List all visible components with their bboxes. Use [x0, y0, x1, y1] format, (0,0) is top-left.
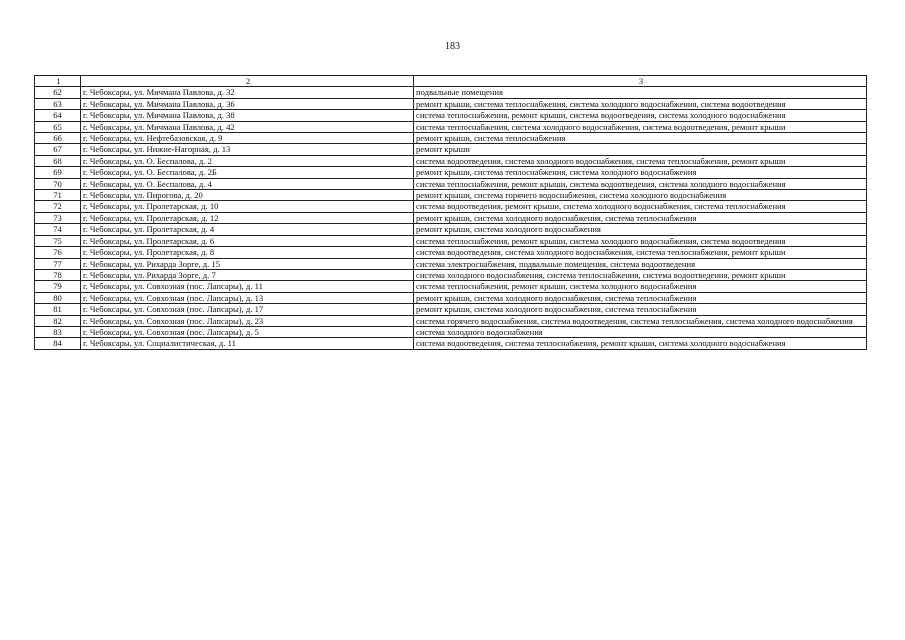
row-number-cell: 84 — [35, 338, 81, 349]
table-header-row — [35, 76, 867, 87]
row-number-cell: 67 — [35, 144, 81, 155]
address-cell: г. Чебоксары, ул. Нефтебазовская, д. 9 — [81, 133, 414, 144]
works-cell: ремонт крыши, система теплоснабжения — [414, 133, 867, 144]
address-cell: г. Чебоксары, ул. О. Беспалова, д. 2Б — [81, 167, 414, 178]
row-number-cell: 71 — [35, 190, 81, 201]
address-cell: г. Чебоксары, ул. Рихарда Зорге, д. 15 — [81, 258, 414, 269]
row-number-cell: 75 — [35, 235, 81, 246]
table-row — [35, 269, 867, 280]
address-cell: г. Чебоксары, ул. Пирогова, д. 20 — [81, 190, 414, 201]
row-number-cell: 64 — [35, 110, 81, 121]
address-cell: г. Чебоксары, ул. Пролетарская, д. 6 — [81, 235, 414, 246]
address-cell: г. Чебоксары, ул. Рихарда Зорге, д. 7 — [81, 269, 414, 280]
row-number-cell: 82 — [35, 315, 81, 326]
row-number-cell: 69 — [35, 167, 81, 178]
table-row — [35, 315, 867, 326]
works-cell: система водоотведения, система теплоснабжения, ремонт крыши, система холодного водоснабжения — [414, 338, 867, 349]
works-cell: система водоотведения, система холодного водоснабжения, система теплоснабжения, ремонт крыши — [414, 247, 867, 258]
works-cell: система теплоснабжения, система холодного водоснабжения, система водоотведения, ремонт крыши — [414, 121, 867, 132]
table-row — [35, 121, 867, 132]
works-cell: ремонт крыши — [414, 144, 867, 155]
address-cell: г. Чебоксары, ул. Нижне-Нагорная, д. 13 — [81, 144, 414, 155]
page-number: 183 — [445, 41, 460, 52]
works-cell: ремонт крыши, система горячего водоснабжения, система холодного водоснабжения — [414, 190, 867, 201]
works-cell: система теплоснабжения, ремонт крыши, система водоотведения, система холодного водоснабжения — [414, 178, 867, 189]
row-number-cell: 63 — [35, 98, 81, 109]
table-row — [35, 155, 867, 166]
works-cell: ремонт крыши, система теплоснабжения, система холодного водоснабжения, система водоотведения — [414, 98, 867, 109]
works-cell: ремонт крыши, система теплоснабжения, система холодного водоснабжения — [414, 167, 867, 178]
table-row — [35, 98, 867, 109]
column-header-works: 3 — [414, 76, 867, 87]
table-row — [35, 178, 867, 189]
table-row — [35, 235, 867, 246]
column-header-number: 1 — [35, 76, 81, 87]
table-row — [35, 292, 867, 303]
table-row — [35, 326, 867, 337]
works-cell: система теплоснабжения, ремонт крыши, система холодного водоснабжения, система водоотведения — [414, 235, 867, 246]
works-cell: подвальные помещения — [414, 87, 867, 98]
table-row — [35, 87, 867, 98]
works-cell: система теплоснабжения, ремонт крыши, система холодного водоснабжения — [414, 281, 867, 292]
row-number-cell: 83 — [35, 326, 81, 337]
row-number-cell: 79 — [35, 281, 81, 292]
row-number-cell: 62 — [35, 87, 81, 98]
address-cell: г. Чебоксары, ул. Мичмана Павлова, д. 32 — [81, 87, 414, 98]
address-cell: г. Чебоксары, ул. Совхозная (пос. Лапсары), д. 13 — [81, 292, 414, 303]
address-cell: г. Чебоксары, ул. Пролетарская, д. 10 — [81, 201, 414, 212]
row-number-cell: 74 — [35, 224, 81, 235]
row-number-cell: 68 — [35, 155, 81, 166]
address-cell: г. Чебоксары, ул. Совхозная (пос. Лапсары), д. 5 — [81, 326, 414, 337]
row-number-cell: 72 — [35, 201, 81, 212]
table-row — [35, 247, 867, 258]
table-row — [35, 304, 867, 315]
works-cell: система холодного водоснабжения, система теплоснабжения, система водоотведения, ремонт крыши — [414, 269, 867, 280]
row-number-cell: 73 — [35, 212, 81, 223]
address-cell: г. Чебоксары, ул. О. Беспалова, д. 2 — [81, 155, 414, 166]
row-number-cell: 78 — [35, 269, 81, 280]
buildings-repair-table — [34, 75, 867, 350]
table-row — [35, 190, 867, 201]
address-cell: г. Чебоксары, ул. Пролетарская, д. 4 — [81, 224, 414, 235]
table-row — [35, 144, 867, 155]
works-cell: система теплоснабжения, ремонт крыши, система водоотведения, система холодного водоснабжения — [414, 110, 867, 121]
table-row — [35, 133, 867, 144]
works-cell: система водоотведения, ремонт крыши, система холодного водоснабжения, система теплоснабжения — [414, 201, 867, 212]
column-header-address: 2 — [81, 76, 414, 87]
works-cell: ремонт крыши, система холодного водоснабжения — [414, 224, 867, 235]
row-number-cell: 77 — [35, 258, 81, 269]
address-cell: г. Чебоксары, ул. Пролетарская, д. 8 — [81, 247, 414, 258]
works-cell: система электроснабжения, подвальные помещения, система водоотведения — [414, 258, 867, 269]
works-cell: система водоотведения, система холодного водоснабжения, система теплоснабжения, ремонт крыши — [414, 155, 867, 166]
table-row — [35, 167, 867, 178]
table-row — [35, 201, 867, 212]
address-cell: г. Чебоксары, ул. Пролетарская, д. 12 — [81, 212, 414, 223]
table-row — [35, 338, 867, 349]
table-body — [35, 76, 867, 350]
works-cell: ремонт крыши, система холодного водоснабжения, система теплоснабжения — [414, 304, 867, 315]
table-row — [35, 110, 867, 121]
address-cell: г. Чебоксары, ул. Мичмана Павлова, д. 36 — [81, 98, 414, 109]
table-row — [35, 224, 867, 235]
row-number-cell: 81 — [35, 304, 81, 315]
works-cell: ремонт крыши, система холодного водоснабжения, система теплоснабжения — [414, 212, 867, 223]
row-number-cell: 76 — [35, 247, 81, 258]
row-number-cell: 80 — [35, 292, 81, 303]
address-cell: г. Чебоксары, ул. Совхозная (пос. Лапсары), д. 11 — [81, 281, 414, 292]
address-cell: г. Чебоксары, ул. Социалистическая, д. 11 — [81, 338, 414, 349]
table-row — [35, 281, 867, 292]
table-row — [35, 212, 867, 223]
row-number-cell: 66 — [35, 133, 81, 144]
row-number-cell: 70 — [35, 178, 81, 189]
address-cell: г. Чебоксары, ул. О. Беспалова, д. 4 — [81, 178, 414, 189]
works-cell: ремонт крыши, система холодного водоснабжения, система теплоснабжения — [414, 292, 867, 303]
works-cell: система горячего водоснабжения, система водоотведения, система теплоснабжения, система холодного водоснабжения — [414, 315, 867, 326]
table-row — [35, 258, 867, 269]
address-cell: г. Чебоксары, ул. Совхозная (пос. Лапсары), д. 23 — [81, 315, 414, 326]
address-cell: г. Чебоксары, ул. Совхозная (пос. Лапсары), д. 17 — [81, 304, 414, 315]
address-cell: г. Чебоксары, ул. Мичмана Павлова, д. 42 — [81, 121, 414, 132]
address-cell: г. Чебоксары, ул. Мичмана Павлова, д. 38 — [81, 110, 414, 121]
row-number-cell: 65 — [35, 121, 81, 132]
works-cell: система холодного водоснабжения — [414, 326, 867, 337]
